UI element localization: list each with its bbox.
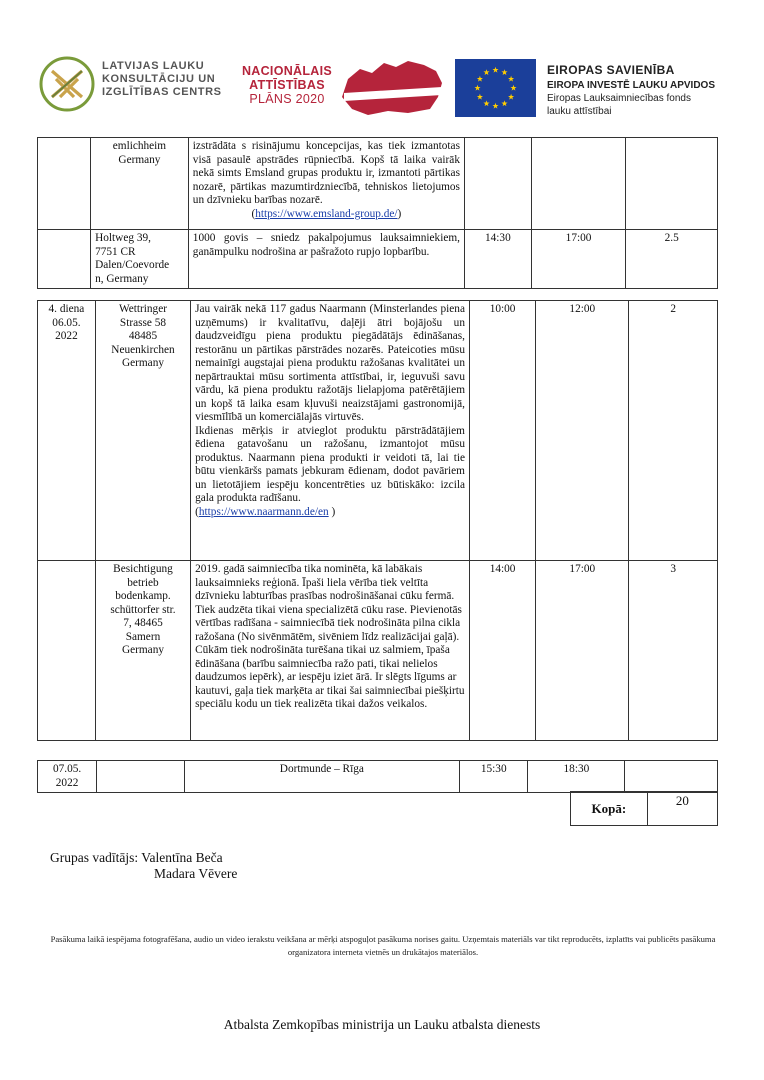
description-cell: 1000 govis – sniedz pakalpojumus lauksaimniekiem, ganāmpulku nodrošina ar pašražoto rupjo lopbarību.	[188, 230, 464, 289]
start-time-cell: 15:30	[460, 761, 528, 793]
end-time-cell: 17:00	[531, 230, 626, 289]
address-cell	[97, 761, 184, 793]
link-prefix: (	[251, 207, 256, 220]
group-leaders	[50, 850, 237, 882]
leaders-label: Grupas vadītājs:	[50, 850, 139, 865]
nap-logo-text	[232, 64, 342, 106]
start-time-cell: 10:00	[469, 301, 535, 561]
eu-subtitle	[547, 79, 715, 118]
description-text-2	[195, 425, 465, 520]
address-cell: emlichheim Germany	[91, 138, 189, 230]
address-cell: Besichtigung betrieb bodenkamp. schüttorfer str. 7, 48465 Samern Germany	[95, 561, 190, 741]
table-row	[38, 561, 718, 741]
end-time-cell: 17:00	[536, 561, 629, 741]
hours-cell: 2	[629, 301, 718, 561]
description-text: izstrādāta s risinājumu koncepcijas, kas tiek izmantotas visā pasaulē apstrādes rūpniecībā. Kopš tā laika vairāk nekā simts Emsland grupas produktu ir, izmantoti pārtikas nozarē, pārtikas mazumtirdzniecībā, tehniskos lietojumos un dzīvnieku barības nozarē.	[192, 140, 460, 206]
end-time-cell: 12:00	[536, 301, 629, 561]
hours-cell: 2.5	[626, 230, 718, 289]
table-row	[38, 301, 718, 561]
eu-line2: Eiropas Lauksaimniecības fonds	[547, 93, 691, 104]
llkc-name-line2: KONSULTĀCIJU UN	[102, 73, 216, 85]
hours-cell: 3	[629, 561, 718, 741]
llkc-name-line3: IZGLĪTĪBAS CENTRS	[102, 86, 222, 98]
end-time-cell	[531, 138, 626, 230]
llkc-logo-icon	[38, 55, 96, 113]
eu-title: EIROPAS SAVIENĪBA	[547, 63, 675, 77]
day-cell: 07.05. 2022	[38, 761, 97, 793]
eu-flag-icon	[455, 59, 536, 117]
route-cell: Dortmunde – Rīga	[184, 761, 460, 793]
schedule-table-2	[37, 300, 718, 741]
leader-name-1: Valentīna Beča	[141, 850, 223, 865]
total-label: Kopā:	[571, 792, 648, 826]
start-time-cell: 14:30	[464, 230, 531, 289]
latvia-map-icon	[338, 57, 448, 119]
day-cell	[38, 561, 96, 741]
naarmann-link[interactable]: https://www.naarmann.de/en	[198, 505, 329, 518]
table-row	[38, 761, 718, 793]
leader-name-2: Madara Vēvere	[154, 866, 238, 881]
support-line: Atbalsta Zemkopības ministrija un Lauku atbalsta dienests	[223, 1017, 541, 1032]
description-cell	[191, 301, 470, 561]
link-suffix: )	[397, 207, 402, 220]
hours-cell	[625, 761, 718, 793]
eu-line3: lauku attīstībai	[547, 106, 612, 117]
nap-line2: ATTĪSTĪBAS	[249, 78, 325, 92]
total-value: 20	[647, 792, 717, 826]
end-time-cell: 18:30	[528, 761, 625, 793]
table-row	[38, 138, 718, 230]
link-prefix: (	[195, 505, 199, 518]
nap-line3: PLĀNS 2020	[249, 92, 325, 106]
llkc-name-line1: LATVIJAS LAUKU	[102, 60, 205, 72]
photo-notice: Pasākuma laikā iespējama fotografēšana, audio un video ierakstu veikšana ar mērķi atspoguļot pasākuma norises gaitu. Uzņemtais materiāls var tikt reproducēts, izplatīts vai publicēts pasākuma organizatora interneta vietnēs un drukātajos materiālos.	[50, 934, 716, 957]
schedule-table-1	[37, 137, 718, 289]
description-cell: 2019. gadā saimniecība tika nominēta, kā labākais lauksaimnieks reģionā. Īpaši liela vērība tiek veltīta dzīvnieku labturības prasības nodrošināšanai cūku fermā. Tiek audzēta tikai viena specializētā cūku rase. Pievienotās vērtības radīšana - saimniecībā tiek nodrošināta pilna cikla ražošana (No sivēnmātēm, sivēniem līdz realizācijai gaļā). Cūkām tiek nodrošināta turēšana tikai uz salmiem, īpaša ēdināšana (barību saimniecība ražo pati, tikai nelielos daudzumos iepērk), ar iespēju iziet ārā. Ir slēgts līgums ar kautuvi, gaļa tiek marķēta ar tikai šai saimniecībai piešķirtu speciālu kodu un tiek realizēta tikai dažos veikalos.	[191, 561, 470, 741]
link-line	[193, 208, 460, 222]
schedule-table-3	[37, 760, 718, 793]
nap-line1: NACIONĀLAIS	[241, 64, 333, 78]
link-suffix: )	[328, 505, 336, 518]
address-cell: Holtweg 39, 7751 CR Dalen/Coevorde n, Germany	[91, 230, 189, 289]
day-cell	[38, 138, 91, 230]
emsland-link[interactable]: https://www.emsland-group.de/	[255, 207, 398, 220]
table-row	[38, 230, 718, 289]
day-cell: 4. diena 06.05. 2022	[38, 301, 96, 561]
hours-cell	[626, 138, 718, 230]
start-time-cell: 14:00	[469, 561, 535, 741]
llkc-name	[102, 60, 222, 99]
description-text: Jau vairāk nekā 117 gadus Naarmann (Minsterlandes piena uzņēmums) ir kvalitatīvu, daļēji ātri bojājošu un daudzveidīgu piena produktu piegādātājs ēdināšanas, restorānu un pārtikas pārstrādes nozarēs. Pateicoties mūsu nemainīgi augstajai piena produktu ražošanas kvalitātei un nepārtrauktai mūsu sortimenta attīstībai, ir, ieguvuši savu vārdu, kā piena produktu ražotājs lielapjoma patērētājiem un kopš tā laika esam kļuvuši neaizstājami gastronomijā, viesmīlībā un komerciālajās virtuvēs.	[195, 303, 465, 423]
total-row	[571, 792, 718, 826]
start-time-cell	[464, 138, 531, 230]
eu-line1: EIROPA INVESTĒ LAUKU APVIDOS	[547, 80, 715, 91]
description-cell	[188, 138, 464, 230]
day-cell	[38, 230, 91, 289]
address-cell: Wettringer Strasse 58 48485 Neuenkirchen Germany	[95, 301, 190, 561]
description-text-2-body: Ikdienas mērķis ir atvieglot produktu pārstrādātājiem ēdiena gatavošanu un ražošanu, izmantojot mūsu produktus. Naarmann piena produkti ir veidoti tā, lai tie būtu vienkāršs pamats jebkuram ēdienam, dodot pavāriem un lietotājiem iespēju koncentrēties uz būtiskāko: izcila gala produkta radīšanu.	[195, 424, 465, 504]
total-table	[570, 791, 718, 826]
